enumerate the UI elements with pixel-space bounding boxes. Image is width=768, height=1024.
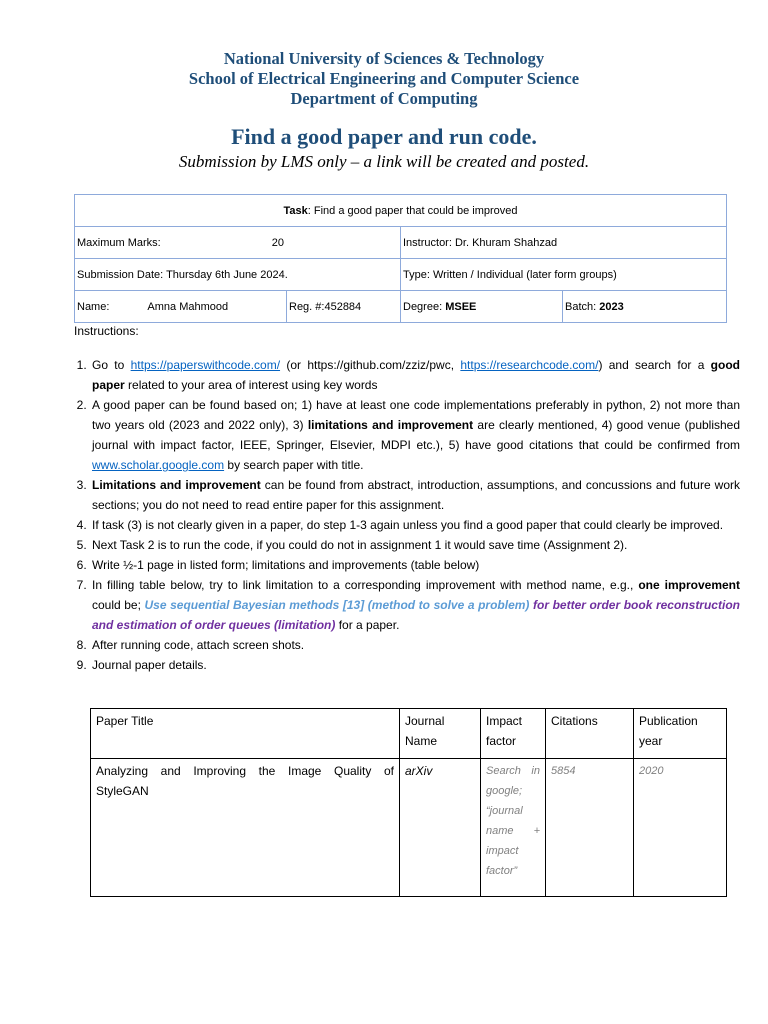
degree-cell	[401, 291, 563, 323]
instruction-bold: good paper	[92, 358, 740, 392]
instruction-text: (or https://github.com/zziz/pwc,	[280, 358, 461, 372]
task-row	[75, 195, 727, 227]
max-marks-cell	[75, 227, 401, 259]
column-header: Impact factor	[481, 709, 546, 759]
column-header: Citations	[546, 709, 634, 759]
instruction-text: by search paper with title.	[224, 458, 364, 472]
batch-value: 2023	[599, 300, 624, 313]
page-subtitle: Submission by LMS only – a link will be created and posted.	[178, 152, 590, 171]
method-example: Use sequential Bayesian methods [13] (method to solve a problem)	[144, 598, 530, 612]
instruction-item	[90, 575, 740, 635]
marks-row	[75, 227, 727, 259]
student-row	[75, 291, 727, 323]
table-header-row	[91, 709, 727, 759]
degree-value: MSEE	[445, 300, 477, 313]
submission-date-cell: Submission Date: Thursday 6th June 2024.	[75, 259, 401, 291]
instruction-bold: limitations and improvement	[307, 418, 474, 432]
instruction-text: Go to	[92, 358, 131, 372]
instruction-text: related to your area of interest using key words	[124, 378, 378, 392]
instruction-item: 4. If task (3) is not clearly given in a paper, do step 1-3 again unless you find a good paper that could clearly be improved.	[90, 515, 740, 535]
table-row	[91, 759, 727, 897]
citations-cell: 5854	[546, 759, 634, 897]
instruction-bold: one improvement	[638, 578, 741, 592]
instruction-text: can be found from abstract, introduction, assumptions, and concussions and future work sections; you do not need to read entire paper for this assignment.	[92, 478, 740, 512]
limitation-example: for better order book reconstruction and estimation of order queues (limitation)	[92, 598, 740, 632]
task-text: : Find a good paper that could be improved	[307, 204, 518, 217]
page-title: Find a good paper and run code.	[231, 124, 537, 149]
type-cell: Type: Written / Individual (later form groups)	[401, 259, 727, 291]
instruction-bold: Limitations and improvement	[92, 478, 261, 492]
impact-factor-cell: Search in google; “journal name + impact factor”	[481, 759, 546, 897]
instruction-item: 5. Next Task 2 is to run the code, if you could do not in assignment 1 it would save time (Assignment 2).	[90, 535, 740, 555]
department-name: Department of Computing	[290, 89, 478, 108]
column-header: Publication year	[634, 709, 727, 759]
instruction-text: are clearly mentioned, 4) good venue (published journal with impact factor, IEEE, Springer, Elsevier, MDPI etc.), 5) have good citations that could be confirmed from	[92, 418, 741, 452]
instruction-item	[90, 475, 740, 515]
publication-year-cell: 2020	[634, 759, 727, 897]
instruction-item	[90, 395, 740, 475]
instruction-item	[90, 355, 740, 395]
assignment-info-table	[74, 194, 727, 323]
instruction-item: 8. After running code, attach screen shots.	[90, 635, 740, 655]
university-name: National University of Sciences & Technology	[223, 49, 545, 68]
column-header: Journal Name	[400, 709, 481, 759]
researchcode-link[interactable]: https://researchcode.com/	[460, 358, 599, 372]
instruction-text: for a paper.	[335, 618, 400, 632]
degree-label: Degree:	[403, 300, 446, 313]
batch-label: Batch:	[565, 300, 600, 313]
journal-paper-table	[90, 708, 727, 897]
batch-cell	[563, 291, 727, 323]
instruction-text: ) and search for a	[598, 358, 711, 372]
school-name: School of Electrical Engineering and Computer Science	[188, 69, 580, 88]
date-row	[75, 259, 727, 291]
instruction-item: 9. Journal paper details.	[90, 655, 740, 675]
instruction-text: could be;	[92, 598, 145, 612]
instruction-text: A good paper can be found based on; 1) have at least one code implementations preferably in python, 2) not more than two years old (2023 and 2022 only), 3)	[92, 398, 740, 432]
name-cell	[75, 291, 287, 323]
column-header: Paper Title	[91, 709, 400, 759]
task-label: Task	[283, 204, 308, 217]
instruction-text: In filling table below, try to link limitation to a corresponding improvement with method name, e.g.,	[92, 578, 639, 592]
max-marks-label: Maximum Marks:	[77, 236, 161, 249]
reg-cell: Reg. #:452884	[287, 291, 401, 323]
name-label: Name:	[77, 300, 110, 313]
name-value: Amna Mahmood	[147, 300, 229, 313]
instructor-cell: Instructor: Dr. Khuram Shahzad	[401, 227, 727, 259]
task-cell	[75, 195, 727, 227]
scholar-link[interactable]: www.scholar.google.com	[92, 458, 225, 472]
paperswithcode-link[interactable]: https://paperswithcode.com/	[130, 358, 281, 372]
journal-name-cell: arXiv	[400, 759, 481, 897]
paper-title-cell: Analyzing and Improving the Image Quality of StyleGAN	[91, 759, 400, 897]
document-header	[0, 49, 768, 109]
instruction-item: 6. Write ½-1 page in listed form; limitations and improvements (table below)	[90, 555, 740, 575]
instructions-heading: Instructions:	[74, 324, 139, 338]
max-marks-value: 20	[271, 236, 284, 249]
instructions-list	[73, 355, 740, 675]
